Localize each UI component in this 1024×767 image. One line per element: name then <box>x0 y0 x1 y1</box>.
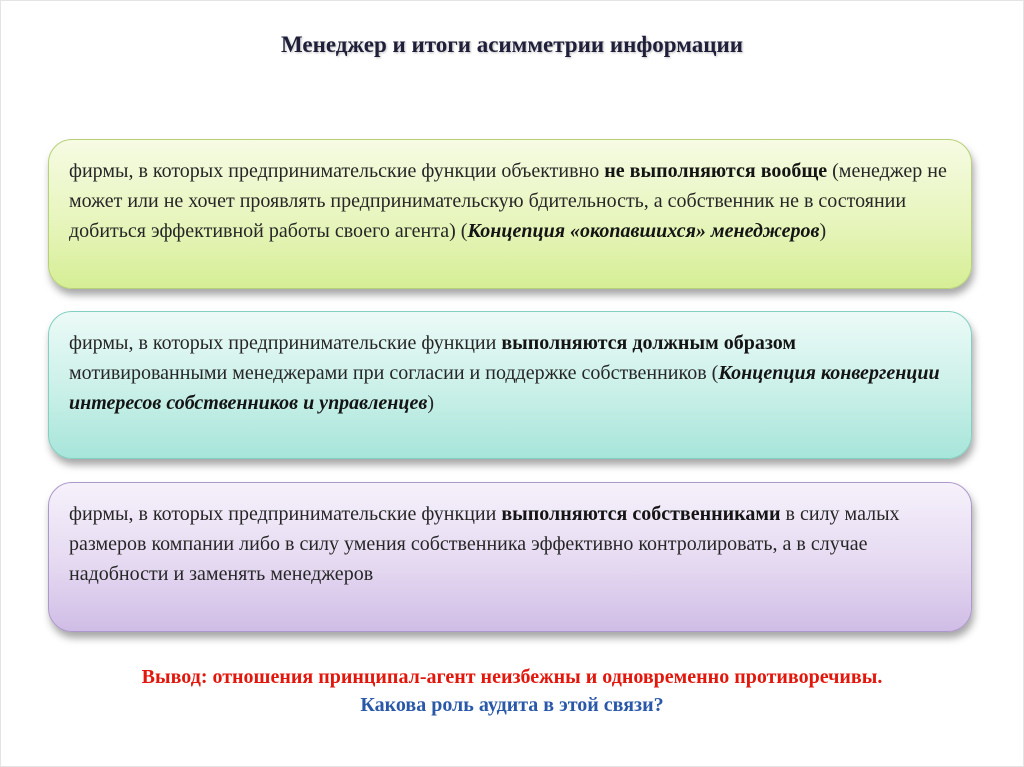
box-emphasis: выполняются должным образом <box>501 332 796 354</box>
info-box-interest-convergence <box>48 311 972 459</box>
concept-name: Концепция «окопавшихся» менеджеров <box>467 220 820 242</box>
box-text: ) <box>819 220 827 242</box>
conclusion-text: Вывод: отношения принципал-агент неизбежны и одновременно противоречивы. <box>141 666 883 688</box>
box-text: фирмы, в которых предпринимательские функции <box>69 332 502 354</box>
box-emphasis: выполняются собственниками <box>501 503 781 525</box>
concept-name: Концепция конвергенции интересов собственников и управленцев <box>69 362 940 414</box>
box-emphasis: не выполняются вообще <box>604 160 828 182</box>
info-box-entrenched-managers <box>48 139 972 289</box>
box-text: фирмы, в которых предпринимательские функции объективно <box>69 160 605 182</box>
question-text: Какова роль аудита в этой связи? <box>360 694 664 716</box>
box-text: ) <box>427 392 434 414</box>
box-text: в силу малых размеров компании либо в силу умения собственника эффективно контролировать, а в случае надобности и заменять менеджеров <box>69 503 900 585</box>
info-box-owner-managed <box>48 482 972 632</box>
box-text: мотивированными менеджерами при согласии и поддержке собственников ( <box>69 362 719 384</box>
box-text: (менеджер не может или не хочет проявлять предпринимательскую бдительность, а собственник не в состоянии добиться эффективной работы своего агента) ( <box>69 160 947 242</box>
box-text: фирмы, в которых предпринимательские функции <box>69 503 502 525</box>
slide-title: Менеджер и итоги асимметрии информации <box>281 32 743 57</box>
